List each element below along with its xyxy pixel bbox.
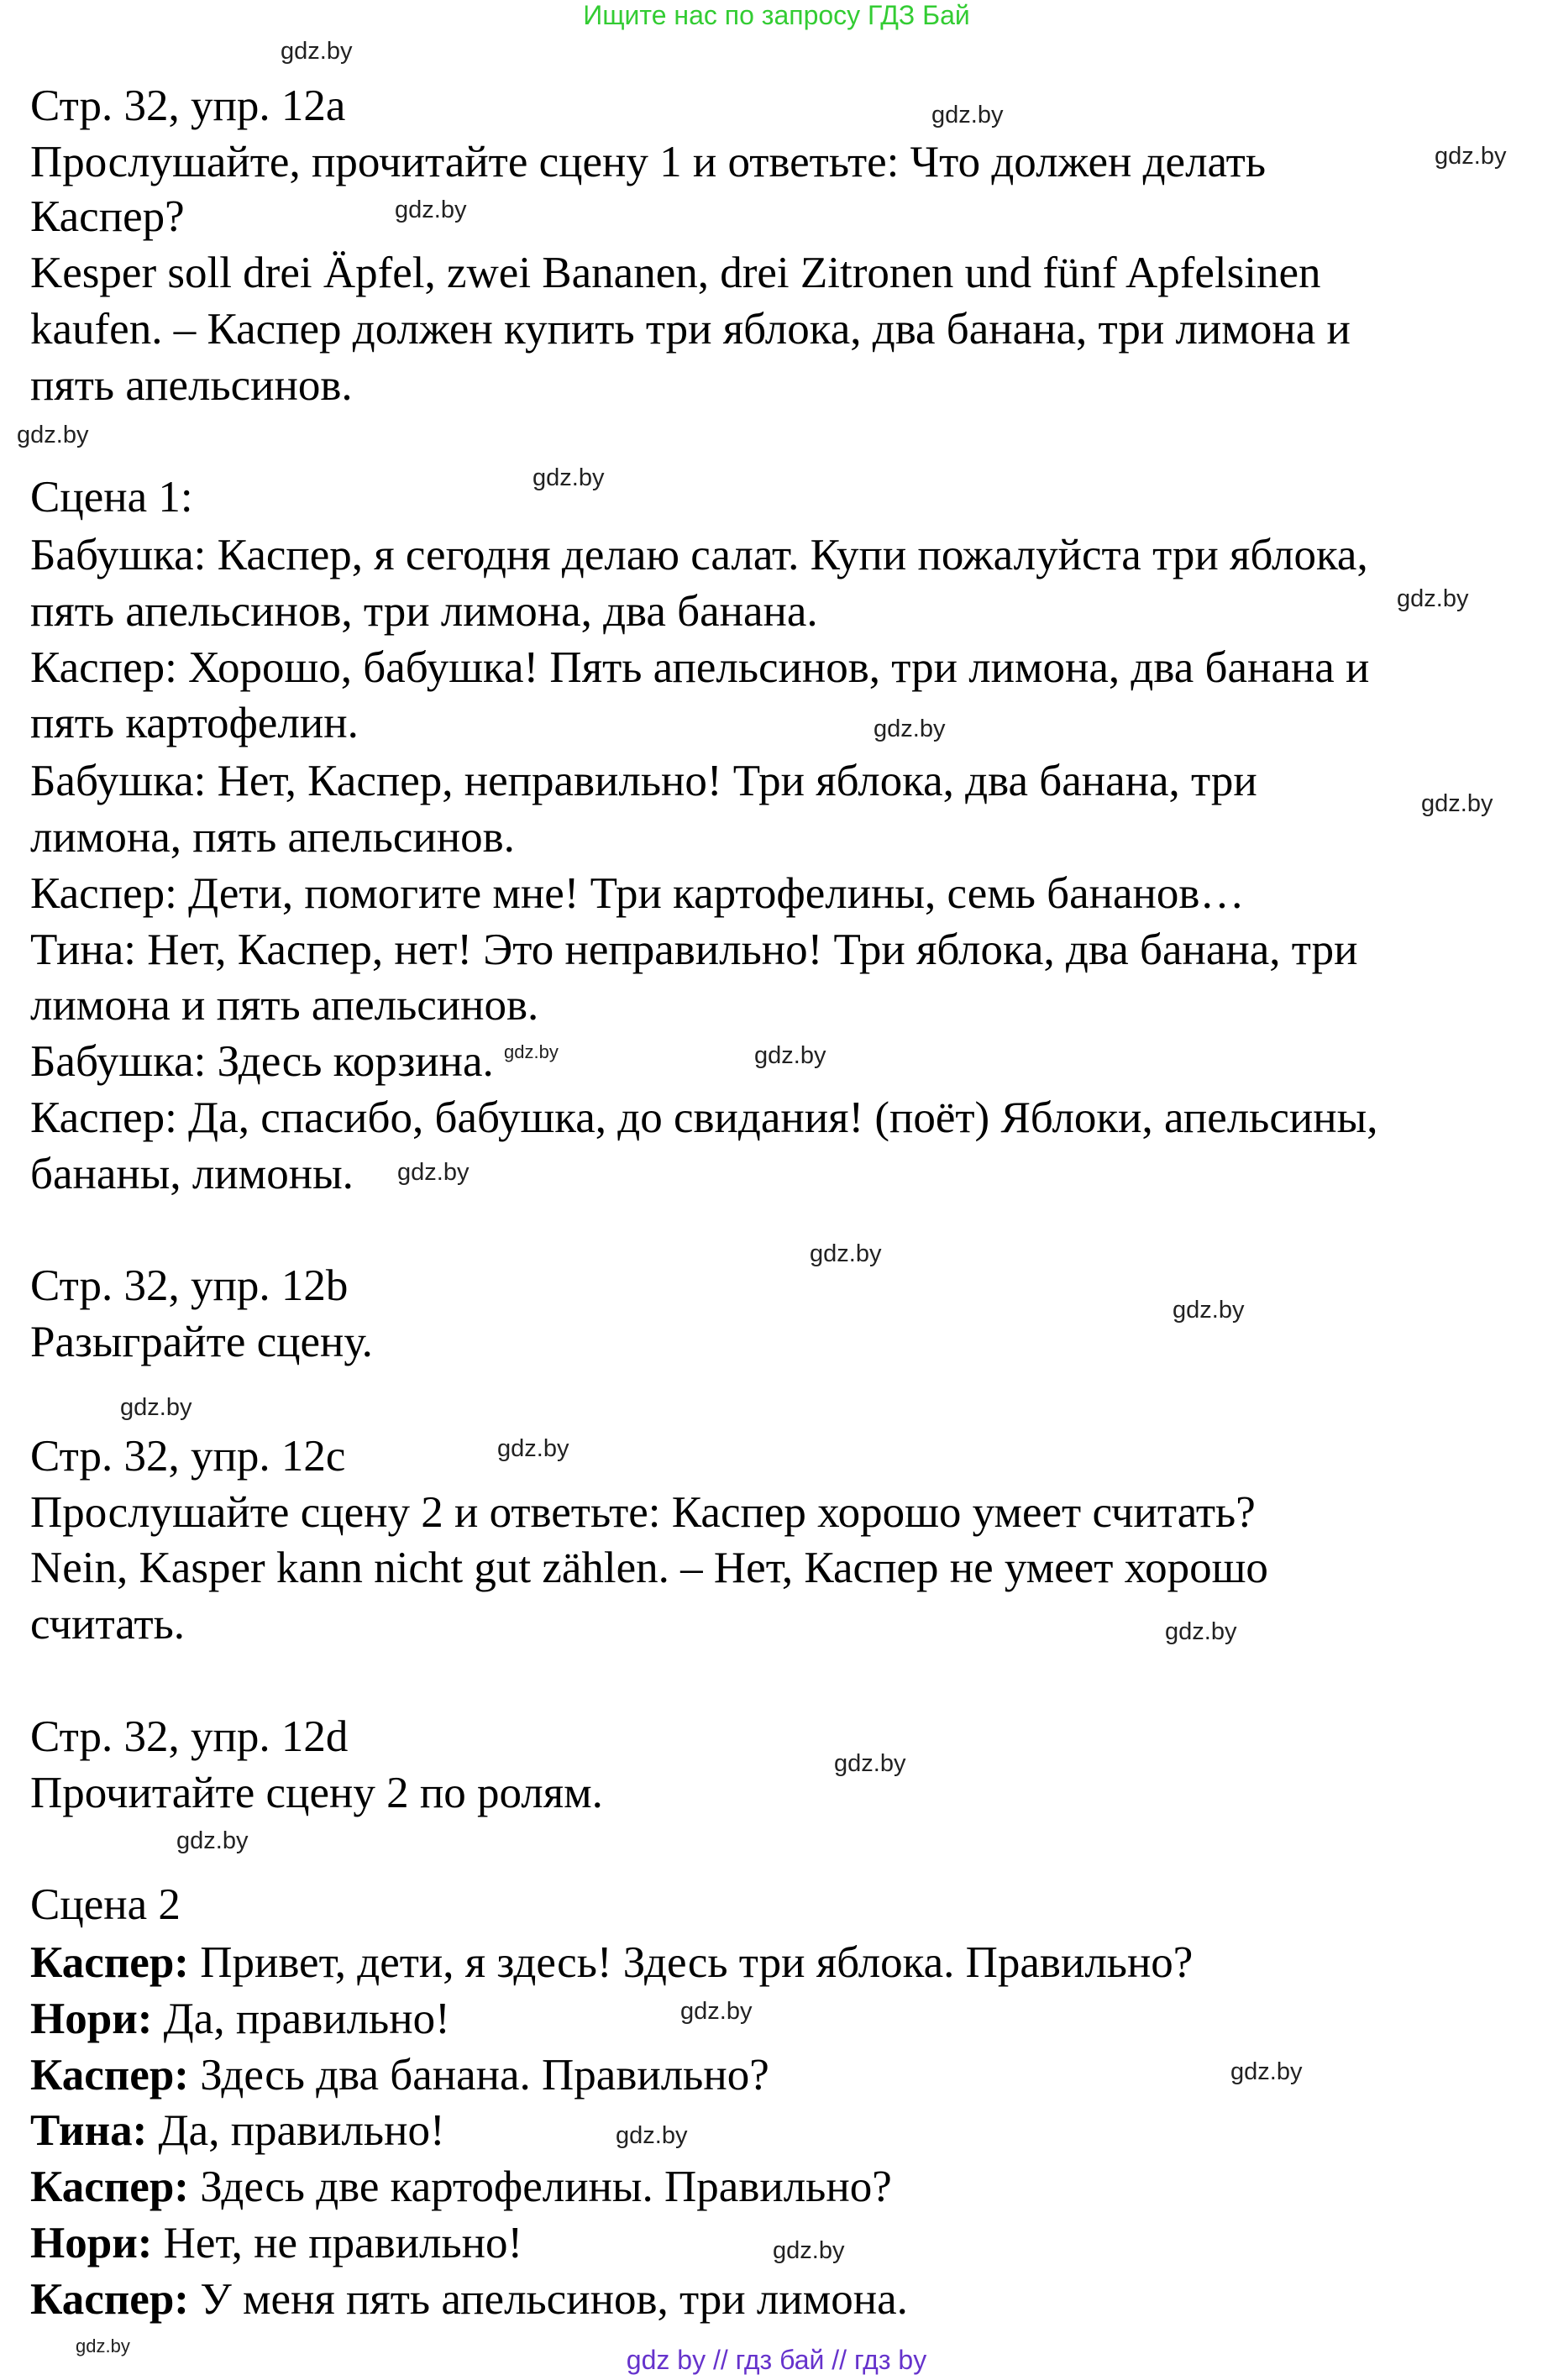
watermark-text: gdz.by (1435, 143, 1507, 170)
text-line-content (30, 754, 1257, 808)
text-line (30, 302, 1351, 356)
text-line-content (30, 696, 359, 750)
text-line (30, 2048, 769, 2102)
line-text: считать. (30, 1600, 186, 1649)
text-line (30, 1597, 185, 1651)
text-line-content (30, 1147, 354, 1201)
line-text: Прослушайте сцену 2 и ответьте: Каспер хорошо умеет считать? (30, 1488, 1256, 1537)
text-line (30, 1936, 1193, 1989)
text-line (30, 1878, 181, 1932)
line-text: Бабушка: Здесь корзина. (30, 1037, 494, 1086)
text-line (30, 1766, 603, 1820)
watermark-text: gdz.by (1165, 1618, 1237, 1645)
line-text: Каспер: Хорошо, бабушка! Пять апельсинов, три лимона, два банана и (30, 643, 1370, 692)
text-line-content (30, 2048, 769, 2102)
text-line-content (30, 1259, 348, 1313)
text-line-content (30, 1878, 181, 1932)
text-line (30, 190, 185, 244)
watermark-text: gdz.by (1173, 1297, 1245, 1324)
text-line-content (30, 1541, 1268, 1595)
text-line (30, 1429, 345, 1483)
text-line (30, 1315, 373, 1369)
text-line-content (30, 1710, 348, 1764)
line-text: Тина: Нет, Каспер, нет! Это неправильно! Три яблока, два банана, три (30, 925, 1358, 974)
text-line (30, 978, 538, 1032)
text-line (30, 1541, 1268, 1595)
line-text: бананы, лимоны. (30, 1150, 354, 1198)
line-text: Прослушайте, прочитайте сцену 1 и ответьте: Что должен делать (30, 138, 1267, 186)
watermark-text: gdz.by (395, 197, 467, 223)
line-text: kaufen. – Каспер должен купить три яблока, два банана, три лимона и (30, 305, 1351, 354)
watermark-text: gdz.by (17, 422, 89, 448)
watermark-text: gdz.by (533, 464, 605, 491)
line-text: Здесь два банана. Правильно? (188, 2051, 769, 2100)
text-line-content (30, 470, 193, 524)
text-line-content (30, 1486, 1256, 1539)
line-text: пять апельсинов. (30, 361, 353, 410)
watermark-text: gdz.by (397, 1159, 470, 1186)
speaker-name: Тина: (30, 2106, 148, 2155)
text-line-content (30, 1766, 603, 1820)
watermark-text: gdz.by (874, 716, 946, 742)
text-line-content (30, 1936, 1193, 1989)
text-line (30, 528, 1368, 582)
text-line-content (30, 302, 1351, 356)
text-line-content (30, 1035, 494, 1088)
line-text: Каспер: Да, спасибо, бабушка, до свидания! (поёт) Яблоки, апельсины, (30, 1093, 1378, 1142)
text-line (30, 135, 1266, 189)
watermark-text: gdz.by (680, 1998, 753, 2025)
text-line (30, 2273, 908, 2326)
watermark-text: gdz.by (931, 102, 1004, 128)
text-line-content (30, 135, 1266, 189)
watermark-text: gdz.by (810, 1240, 882, 1267)
text-line (30, 359, 353, 412)
watermark-text: gdz.by (281, 38, 353, 65)
watermark-text: gdz.by (754, 1042, 826, 1069)
text-line-content (30, 2160, 892, 2214)
text-line-content (30, 1091, 1377, 1145)
text-line-content (30, 528, 1368, 582)
line-text: Сцена 1: (30, 473, 193, 522)
text-line (30, 470, 193, 524)
watermark-text: gdz.by (616, 2122, 688, 2149)
text-line-content (30, 978, 538, 1032)
line-text: Разыграйте сцену. (30, 1318, 373, 1366)
text-line (30, 246, 1321, 300)
speaker-name: Нори: (30, 2219, 153, 2267)
watermark-text: gdz.by (1421, 790, 1493, 817)
line-text: Привет, дети, я здесь! Здесь три яблока. Правильно? (188, 1938, 1194, 1987)
line-text: Стр. 32, упр. 12c (30, 1432, 346, 1481)
watermark-text: gdz.by (1397, 585, 1469, 612)
text-line-content (30, 2216, 522, 2270)
watermark-text: gdz.by (497, 1435, 569, 1462)
search-banner: Ищите нас по запросу ГДЗ Бай (583, 0, 970, 30)
text-line-content (30, 190, 185, 244)
speaker-name: Каспер: (30, 2162, 189, 2211)
line-text: Нет, не правильно! (152, 2219, 523, 2267)
line-text: Здесь две картофелины. Правильно? (188, 2162, 892, 2211)
line-text: Стр. 32, упр. 12d (30, 1712, 349, 1761)
text-line (30, 641, 1369, 695)
watermark-text: gdz.by (176, 1827, 249, 1854)
watermark-text: gdz.by (504, 1041, 559, 1062)
watermark-text: gdz.by (120, 1394, 192, 1421)
text-line-content (30, 2273, 908, 2326)
line-text: Бабушка: Нет, Каспер, неправильно! Три яблока, два банана, три (30, 757, 1257, 805)
line-text: лимона и пять апельсинов. (30, 981, 539, 1030)
line-text: пять апельсинов, три лимона, два банана. (30, 587, 818, 636)
text-line (30, 1259, 348, 1313)
text-line-content (30, 810, 515, 864)
line-text: лимона, пять апельсинов. (30, 813, 515, 862)
line-text: Бабушка: Каспер, я сегодня делаю салат. Купи пожалуйста три яблока, (30, 531, 1368, 579)
watermark-text: gdz.by (1230, 2058, 1303, 2085)
text-line-content (30, 1992, 450, 2046)
text-line (30, 1486, 1256, 1539)
line-text: Прочитайте сцену 2 по ролям. (30, 1769, 603, 1817)
text-line-content (30, 1597, 185, 1651)
text-line-content (30, 585, 818, 638)
line-text: Каспер? (30, 192, 185, 241)
text-line-content (30, 641, 1369, 695)
text-line-content (30, 2104, 445, 2157)
text-line-content (30, 1315, 373, 1369)
line-text: Сцена 2 (30, 1880, 181, 1929)
text-line (30, 1147, 354, 1201)
text-line (30, 79, 345, 133)
text-line-content (30, 867, 1244, 920)
speaker-name: Каспер: (30, 2275, 189, 2324)
line-text: Да, правильно! (147, 2106, 445, 2155)
text-line (30, 1035, 494, 1088)
line-text: Да, правильно! (152, 1995, 450, 2043)
line-text: пять картофелин. (30, 699, 359, 747)
text-line-content (30, 79, 345, 133)
watermark-text: gdz.by (76, 2335, 130, 2356)
line-text: Стр. 32, упр. 12a (30, 81, 346, 130)
text-line (30, 2216, 522, 2270)
text-line (30, 867, 1244, 920)
watermark-text: gdz.by (773, 2237, 845, 2264)
text-line (30, 585, 818, 638)
text-line (30, 1710, 348, 1764)
text-line (30, 1992, 450, 2046)
line-text: У меня пять апельсинов, три лимона. (188, 2275, 908, 2324)
line-text: Nein, Kasper kann nicht gut zählen. – Нет, Каспер не умеет хорошо (30, 1544, 1268, 1592)
text-line (30, 2160, 892, 2214)
text-line-content (30, 359, 353, 412)
line-text: Kesper soll drei Äpfel, zwei Bananen, drei Zitronen und fünf Apfelsinen (30, 249, 1321, 297)
text-line (30, 1091, 1377, 1145)
line-text: Каспер: Дети, помогите мне! Три картофелины, семь бананов… (30, 869, 1245, 918)
speaker-name: Нори: (30, 1995, 153, 2043)
line-text: Стр. 32, упр. 12b (30, 1261, 349, 1310)
text-line (30, 2104, 445, 2157)
text-line (30, 754, 1257, 808)
footer-links: gdz by // гдз бай // гдз by (626, 2345, 927, 2375)
speaker-name: Каспер: (30, 2051, 189, 2100)
text-line (30, 696, 359, 750)
watermark-text: gdz.by (834, 1750, 906, 1777)
text-line (30, 810, 515, 864)
speaker-name: Каспер: (30, 1938, 189, 1987)
text-line-content (30, 246, 1321, 300)
text-line (30, 923, 1357, 977)
text-line-content (30, 923, 1357, 977)
text-line-content (30, 1429, 345, 1483)
